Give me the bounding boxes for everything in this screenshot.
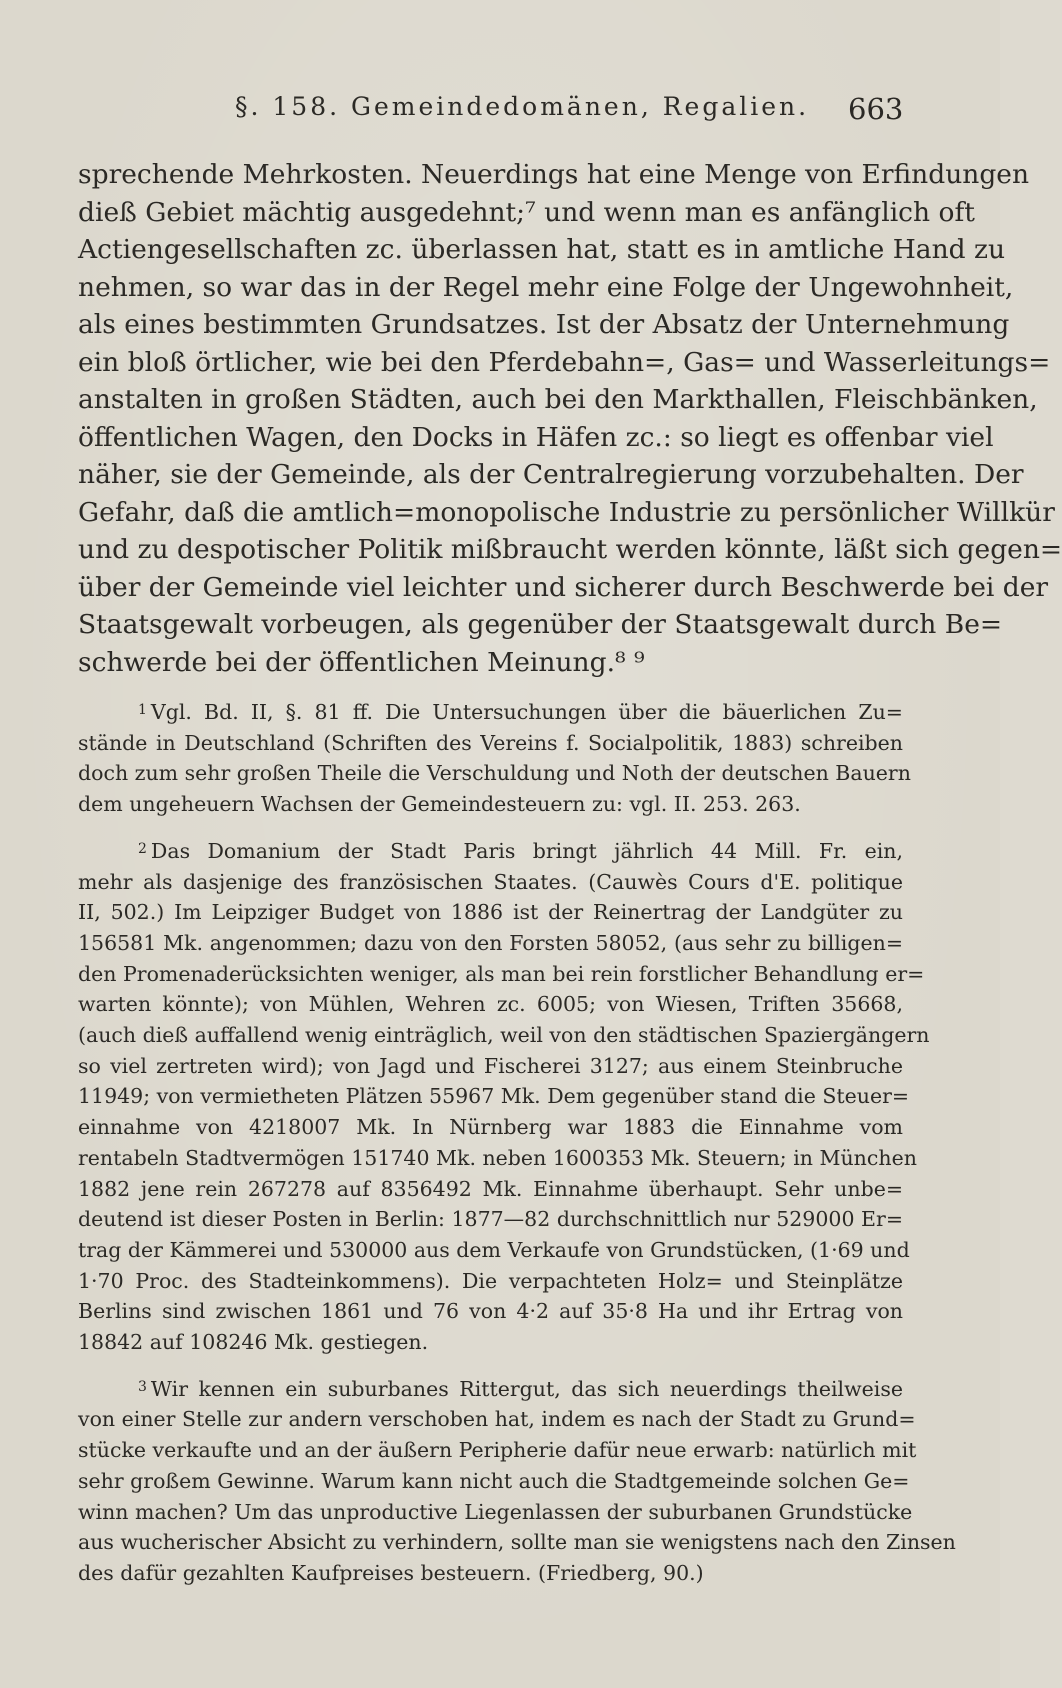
footnote-line: so viel zertreten wird); von Jagd und Fischerei 3127; aus einem Steinbruche — [78, 1053, 903, 1078]
footnote-3 — [78, 1372, 956, 1589]
footnote-line: des dafür gezahlten Kaufpreises besteuern. (Friedberg, 90.) — [78, 1560, 704, 1585]
footnotes — [78, 695, 956, 1603]
text-line: als eines bestimmten Grundsatzes. Ist der Absatz der Unternehmung — [78, 309, 1010, 340]
footnote-text: Vgl. Bd. II, §. 81 ff. Die Untersuchungen über die bäuerlichen Zu= — [150, 700, 903, 724]
footnote-line: rentabeln Stadtvermögen 151740 Mk. neben 1600353 Mk. Steuern; in München — [78, 1145, 917, 1170]
page-number: 663 — [848, 92, 904, 126]
footnote-line: aus wucherischer Absicht zu verhindern, sollte man sie wenigstens nach den Zinsen — [78, 1530, 956, 1555]
footnote-line: von einer Stelle zur andern verschoben hat, indem es nach der Stadt zu Grund= — [78, 1407, 916, 1432]
footnote-2 — [78, 834, 930, 1358]
page-header — [0, 92, 1000, 132]
footnote-line — [78, 1372, 903, 1405]
text-line: nehmen, so war das in der Regel mehr eine Folge der Ungewohnheit, — [78, 271, 1014, 303]
footnote-line: 1882 jene rein 267278 auf 8356492 Mk. Einnahme überhaupt. Sehr unbe= — [78, 1176, 903, 1201]
footnote-line: stücke verkaufte und an der äußern Peripherie dafür neue erwarb: natürlich mit — [78, 1438, 917, 1463]
footnote-line: winn machen? Um das unproductive Liegenlassen der suburbanen Grundstücke — [78, 1499, 913, 1524]
footnote-line: stände in Deutschland (Schriften des Vereins f. Socialpolitik, 1883) schreiben — [78, 730, 903, 755]
footnote-line: einnahme von 4218007 Mk. In Nürnberg war 1883 die Einnahme vom — [78, 1115, 903, 1140]
footnote-line: II, 502.) Im Leipziger Budget von 1886 ist der Reinertrag der Landgüter zu — [78, 900, 903, 925]
text-line: schwerde bei der öffentlichen Meinung.⁸ ⁹ — [78, 646, 645, 678]
running-head: §. 158. Gemeindedomänen, Regalien. — [235, 92, 810, 121]
text-line: Staatsgewalt vorbeugen, als gegenüber der Staatsgewalt durch Be= — [78, 609, 1003, 640]
footnote-line: sehr großem Gewinne. Warum kann nicht auch die Stadtgemeinde solchen Ge= — [78, 1468, 910, 1493]
footnote-line: dem ungeheuern Wachsen der Gemeindesteuern zu: vgl. II. 253. 263. — [78, 792, 801, 817]
text-line: ein bloß örtlicher, wie bei den Pferdebahn=, Gas= und Wasserleitungs= — [78, 346, 1051, 378]
text-line: sprechende Mehrkosten. Neuerdings hat eine Menge von Erfindungen — [78, 159, 1030, 190]
footnote-line: 156581 Mk. angenommen; dazu von den Forsten 58052, (aus sehr zu billigen= — [78, 930, 903, 955]
text-line: über der Gemeinde viel leichter und sicherer durch Beschwerde bei der — [78, 571, 1049, 603]
footnote-line: (auch dieß auffallend wenig einträglich, weil von den städtischen Spaziergängern — [78, 1023, 930, 1048]
text-line: anstalten in großen Städten, auch bei den Markthallen, Fleischbänken, — [78, 384, 1038, 415]
footnote-1 — [78, 695, 911, 820]
footnote-line: 11949; von vermietheten Plätzen 55967 Mk. Dem gegenüber stand die Steuer= — [78, 1084, 910, 1109]
footnote-number: 3 — [138, 1378, 147, 1395]
footnote-line: doch zum sehr großen Theile die Verschuldung und Noth der deutschen Bauern — [78, 761, 911, 786]
footnote-line: 1·70 Proc. des Stadteinkommens). Die verpachteten Holz= und Steinplätze — [78, 1268, 903, 1293]
footnote-line — [78, 695, 903, 728]
footnote-line: den Promenaderücksichten weniger, als man bei rein forstlicher Behandlung er= — [78, 961, 925, 986]
text-line: und zu despotischer Politik mißbraucht werden könnte, läßt sich gegen= — [78, 534, 1062, 565]
footnote-text: Wir kennen ein suburbanes Rittergut, das sich neuerdings theilweise — [150, 1376, 903, 1401]
text-line: näher, sie der Gemeinde, als der Centralregierung vorzubehalten. Der — [78, 459, 1024, 490]
body-paragraph — [78, 156, 1062, 681]
footnote-number: 1 — [138, 702, 147, 718]
footnote-line — [78, 834, 903, 867]
footnote-line: deutend ist dieser Posten in Berlin: 1877—82 durchschnittlich nur 529000 Er= — [78, 1207, 903, 1232]
text-line: dieß Gebiet mächtig ausgedehnt;⁷ und wenn man es anfänglich oft — [78, 196, 975, 228]
text-line: Gefahr, daß die amtlich=monopolische Industrie zu persönlicher Willkür — [78, 496, 1055, 528]
footnote-line: mehr als dasjenige des französischen Staates. (Cauwès Cours d'E. politique — [78, 869, 903, 894]
footnote-line: 18842 auf 108246 Mk. gestiegen. — [78, 1330, 429, 1355]
text-line: öffentlichen Wagen, den Docks in Häfen zc.: so liegt es offenbar viel — [78, 421, 994, 453]
footnote-line: trag der Kämmerei und 530000 aus dem Verkaufe von Grundstücken, (1·69 und — [78, 1237, 910, 1262]
text-line: Actiengesellschaften zc. überlassen hat, statt es in amtliche Hand zu — [78, 234, 1006, 265]
footnote-line: warten könnte); von Mühlen, Wehren zc. 6005; von Wiesen, Triften 35668, — [78, 992, 903, 1017]
footnote-text: Das Domanium der Stadt Paris bringt jährlich 44 Mill. Fr. ein, — [150, 838, 903, 863]
footnote-number: 2 — [138, 840, 147, 857]
footnote-line: Berlins sind zwischen 1861 und 76 von 4·2 auf 35·8 Ha und ihr Ertrag von — [78, 1299, 903, 1324]
